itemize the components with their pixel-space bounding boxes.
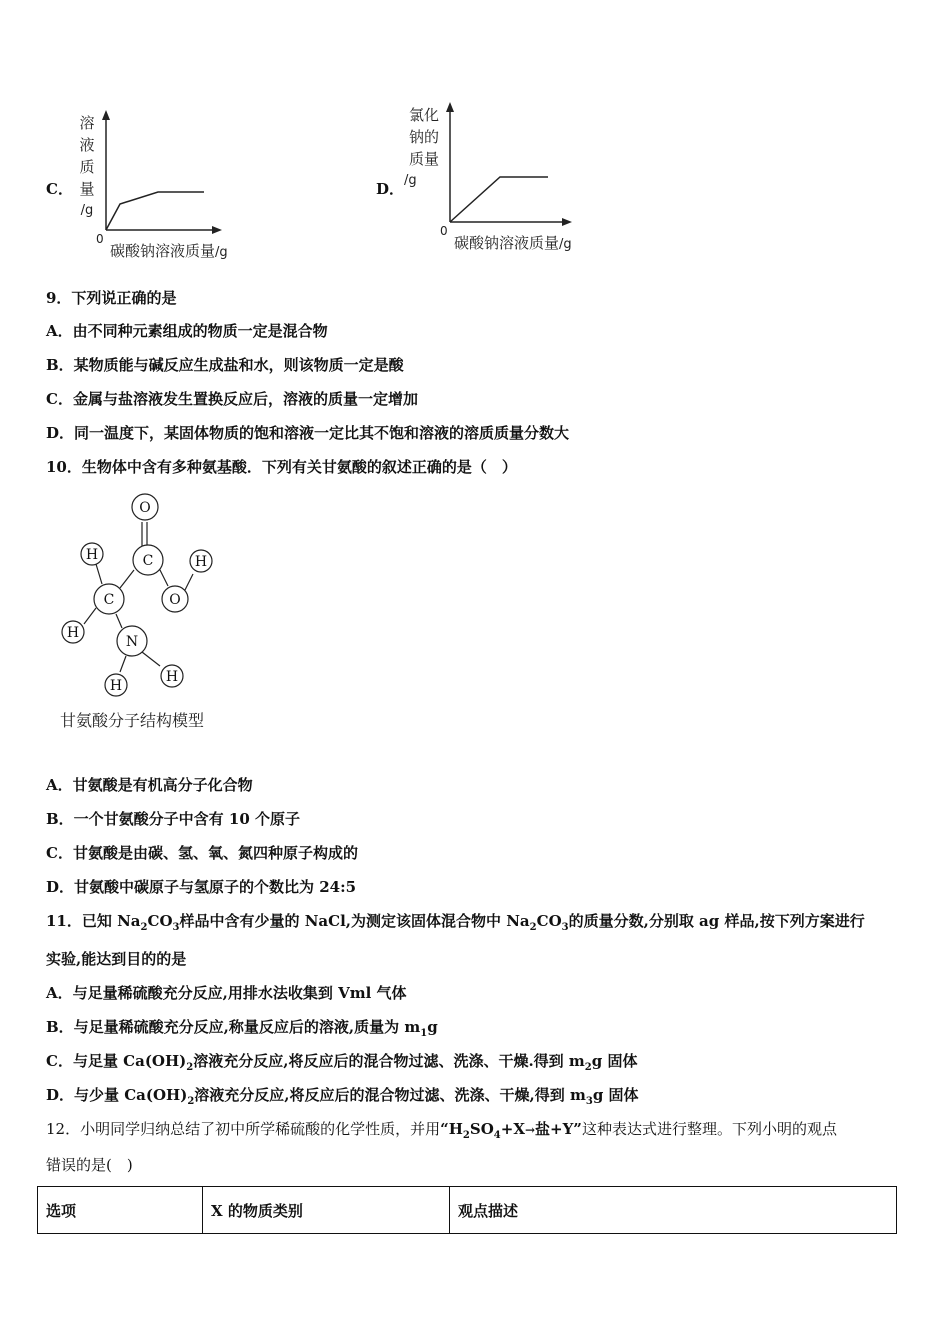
q11-sub: 3 (561, 922, 569, 933)
q12-formula-part: 盐+Y” (535, 1120, 582, 1138)
q11-d-sub: 2 (187, 1096, 195, 1107)
q12-table (37, 1186, 897, 1234)
q12-formula-part: +X (500, 1120, 525, 1138)
atom-h-bottom-left: H (109, 678, 123, 694)
q11-c-part: 溶液充分反应,将反应后的混合物过滤、洗涤、干燥.得到 m (193, 1052, 585, 1070)
graph-d-ylabel-line: 质量 (408, 150, 439, 168)
atom-h-bottom-right: H (165, 669, 179, 685)
q11-sub: 2 (140, 922, 148, 933)
q11-option-b (46, 1016, 438, 1039)
graph-d-ylabel (404, 104, 444, 192)
option-d-label: D． (376, 180, 405, 198)
q11-sub: 2 (529, 922, 537, 933)
graph-d-xlabel-text: 碳酸钠溶液质量 (454, 234, 560, 252)
q11-c-part: C．与足量 Ca(OH) (46, 1052, 187, 1070)
q11-stem-part: CO (536, 912, 562, 930)
graph-c-ylabel-char: 液 (79, 136, 95, 154)
atom-c-left: C (103, 592, 115, 608)
q10-option-d: D．甘氨酸中碳原子与氢原子的个数比为 24:5 (46, 878, 357, 896)
q11-option-d (46, 1084, 639, 1107)
graph-d-xlabel (454, 232, 572, 253)
q11-stem-part: 11．已知 Na (46, 912, 141, 930)
q11-c-sub: 2 (186, 1062, 194, 1073)
q9-stem: 9．下列说正确的是 (46, 289, 177, 307)
graph-d-curve (450, 177, 548, 222)
graph-d-plot (440, 100, 575, 230)
q11-d-sub: 3 (585, 1096, 593, 1107)
q10-stem: 10．生物体中含有多种氨基酸．下列有关甘氨酸的叙述正确的是（ ） (46, 458, 517, 476)
graph-d-xunit: /g (559, 237, 572, 252)
atom-h-right: H (194, 554, 208, 570)
graph-c-origin: 0 (96, 232, 104, 246)
q12-formula-part: SO (469, 1120, 494, 1138)
q11-stem-part: 的质量分数,分别取 ag 样品,按下列方案进行 (568, 912, 865, 930)
glycine-molecule-diagram (50, 490, 230, 705)
q11-d-part: 溶液充分反应,将反应后的混合物过滤、洗涤、干燥,得到 m (194, 1086, 586, 1104)
graph-c-xlabel (110, 240, 228, 261)
q11-b-part: B．与足量稀硫酸充分反应,称量反应后的溶液,质量为 m (46, 1018, 421, 1036)
atom-c-top: C (142, 553, 154, 569)
graph-d-ylabel-line: 氯化 (408, 106, 439, 124)
q11-stem-part: CO (147, 912, 173, 930)
atom-n: N (125, 634, 139, 650)
q10-option-b: B．一个甘氨酸分子中含有 10 个原子 (46, 810, 300, 828)
graph-c-ylabel (76, 112, 98, 222)
q11-c-part: g 固体 (591, 1052, 638, 1070)
q11-stem-line1 (46, 910, 865, 933)
graph-c-ylabel-char: 溶 (79, 114, 95, 132)
q12-formula-sub: 2 (462, 1130, 470, 1141)
q12-stem-line1 (46, 1118, 837, 1141)
q11-d-part: g 固体 (592, 1086, 639, 1104)
q12-stem-part: 12．小明同学归纳总结了初中所学稀硫酸的化学性质，并用 (46, 1120, 441, 1138)
graph-c-ylabel-char: 质 (79, 158, 95, 176)
graph-d-ylabel-line: 钠的 (408, 128, 439, 146)
q11-c-sub: 2 (584, 1062, 592, 1073)
q11-option-a: A．与足量稀硫酸充分反应,用排水法收集到 Vml 气体 (46, 984, 407, 1002)
atom-o-top: O (139, 500, 151, 516)
q11-b-sub: 1 (420, 1028, 428, 1039)
q11-d-part: D．与少量 Ca(OH) (46, 1086, 188, 1104)
q12-stem-line2: 错误的是( ) (46, 1156, 133, 1174)
atom-h-left: H (66, 625, 80, 641)
q11-sub: 3 (172, 922, 180, 933)
graph-c-curve (106, 192, 204, 230)
graph-c-plot (96, 108, 226, 238)
graph-c-xlabel-text: 碳酸钠溶液质量 (110, 242, 216, 260)
q12-formula-sub4: 4 (493, 1130, 501, 1141)
q12-formula-part: “H (440, 1120, 463, 1138)
q11-b-part: g (427, 1018, 438, 1036)
q12-arrow: → (524, 1123, 536, 1137)
graph-d-yunit: /g (404, 173, 417, 188)
table-header-cell: X 的物质类别 (203, 1187, 450, 1234)
graph-c-ylabel-char: 量 (79, 180, 95, 198)
table-header-cell: 选项 (38, 1187, 203, 1234)
q11-stem-part: 样品中含有少量的 NaCl,为测定该固体混合物中 Na (179, 912, 530, 930)
q11-stem-line2: 实验,能达到目的的是 (46, 950, 187, 968)
q9-option-c: C．金属与盐溶液发生置换反应后，溶液的质量一定增加 (46, 390, 418, 408)
q9-option-d: D．同一温度下，某固体物质的饱和溶液一定比其不饱和溶液的溶质质量分数大 (46, 424, 570, 442)
q11-option-c (46, 1050, 637, 1073)
q10-option-a: A．甘氨酸是有机高分子化合物 (46, 776, 253, 794)
q10-option-c: C．甘氨酸是由碳、氢、氧、氮四种原子构成的 (46, 844, 358, 862)
q9-option-b: B．某物质能与碱反应生成盐和水，则该物质一定是酸 (46, 356, 404, 374)
atom-h-upper-left: H (85, 547, 99, 563)
graph-c-xunit: /g (215, 245, 228, 260)
q12-stem-part: 这种表达式进行整理。下列小明的观点 (581, 1120, 837, 1138)
table-header-cell: 观点描述 (450, 1187, 897, 1234)
graph-c-yunit: /g (80, 203, 94, 218)
q9-option-a: A．由不同种元素组成的物质一定是混合物 (46, 322, 328, 340)
graph-d-origin: 0 (440, 224, 448, 238)
table-header-row (38, 1187, 897, 1234)
molecule-caption: 甘氨酸分子结构模型 (60, 711, 205, 730)
option-c-label: C． (46, 180, 73, 198)
atom-o-right: O (169, 592, 181, 608)
